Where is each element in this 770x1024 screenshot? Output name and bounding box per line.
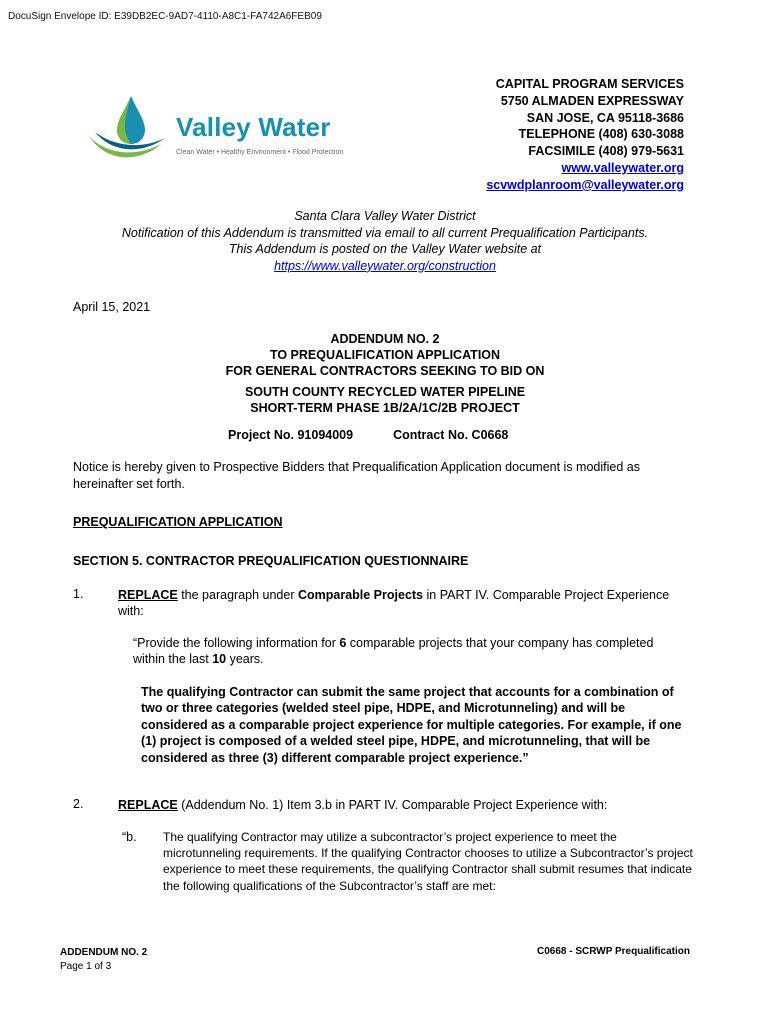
footer-left	[60, 946, 147, 974]
item1-replace: REPLACE	[118, 588, 178, 602]
title-line2: TO PREQUALIFICATION APPLICATION	[269, 347, 501, 362]
item2-number: 2.	[73, 797, 84, 811]
telephone: TELEPHONE (408) 630-3088	[518, 127, 684, 142]
notice-line3: This Addendum is posted on the Valley Water website at	[228, 242, 542, 257]
quote-c: years.	[226, 652, 264, 667]
section-heading: PREQUALIFICATION APPLICATION	[73, 515, 283, 529]
city: SAN JOSE, CA 95118-3686	[526, 110, 684, 125]
document-date: April 15, 2021	[73, 300, 151, 314]
footer-addendum: ADDENDUM NO. 2	[60, 947, 148, 958]
item2-sub-text: The qualifying Contractor may utilize a subcontractor’s project experience to meet the microtunneling requirements. If the qualifying Contractor chooses to utilize a Subcontractor’s project experience to meet these requirements, the qualifying Contractor shall submit resumes that indicate the following qualifications of the Subcontractor’s staff are met:	[163, 830, 693, 893]
website-link[interactable]: www.valleywater.org	[561, 160, 684, 175]
brand-name: Valley Water	[176, 112, 331, 142]
quote-num: 6	[339, 636, 347, 650]
docusign-envelope-id: DocuSign Envelope ID: E39DB2EC-9AD7-4110-A8C1-FA742A6FEB09	[8, 11, 322, 22]
street: 5750 ALMADEN EXPRESSWAY	[500, 93, 684, 108]
addendum-title	[0, 332, 770, 417]
item1-text	[118, 587, 678, 620]
quote-a: “Provide the following information for	[133, 636, 340, 650]
org-name: CAPITAL PROGRAM SERVICES	[495, 77, 684, 91]
email-link[interactable]: scvwdplanroom@valleywater.org	[486, 177, 684, 192]
facsimile: FACSIMILE (408) 979-5631	[528, 144, 684, 159]
item1-number: 1.	[73, 587, 84, 601]
notice-line2: Notification of this Addendum is transmitted via email to all current Prequalification Participants.	[121, 225, 649, 240]
title-line5: SHORT-TERM PHASE 1B/2A/1C/2B PROJECT	[250, 401, 520, 416]
quote-b: comparable projects that your company has completed within the last	[133, 636, 654, 667]
item1-quote	[133, 635, 663, 668]
title-line4: SOUTH COUNTY RECYCLED WATER PIPELINE	[244, 385, 526, 400]
project-contract-line	[228, 428, 508, 442]
footer-right: C0668 - SCRWP Prequalification	[536, 946, 690, 957]
valley-water-logo	[85, 92, 375, 172]
subsection-heading: SECTION 5. CONTRACTOR PREQUALIFICATION QUESTIONNAIRE	[73, 554, 469, 568]
item2-text	[118, 797, 688, 813]
footer-page: Page 1 of 3	[60, 961, 112, 972]
brand-tagline: Clean Water • Healthy Environment • Flood Protection	[176, 149, 344, 156]
title-line1: ADDENDUM NO. 2	[330, 332, 440, 346]
water-drop-icon	[85, 92, 175, 172]
item1-text-b: in PART IV. Comparable Project Experience with:	[118, 588, 670, 619]
title-line3: FOR GENERAL CONTRACTORS SEEKING TO BID ON	[225, 363, 545, 378]
address-block	[486, 76, 684, 194]
item2-replace: REPLACE	[118, 798, 178, 812]
contract-number: Contract No. C0668	[393, 428, 509, 442]
construction-link[interactable]: https://www.valleywater.org/construction	[274, 258, 496, 273]
item2-text-body: (Addendum No. 1) Item 3.b in PART IV. Comparable Project Experience with:	[177, 798, 608, 812]
item1-bold: Comparable Projects	[297, 588, 424, 602]
item1-text-a: the paragraph under	[177, 588, 298, 602]
item1-bold-paragraph: The qualifying Contractor can submit the same project that accounts for a combination of two or three categories (welded steel pipe, HDPE, and Microtunneling) and will be considered as a comparable project experience for multiple categories. For example, if one (1) project is composed of a welded steel pipe, HDPE, and microtunneling, that will be considered as three (3) different comparable project experience.”	[141, 685, 682, 765]
notice-line1: Santa Clara Valley Water District	[294, 209, 476, 223]
intro-paragraph: Notice is hereby given to Prospective Bidders that Prequalification Application document is modified as hereinafter set forth.	[73, 460, 640, 491]
quote-years: 10	[212, 652, 227, 667]
item2-sub-label: “b.	[122, 830, 137, 844]
notice-block	[0, 208, 770, 274]
project-number: Project No. 91094009	[228, 428, 354, 442]
